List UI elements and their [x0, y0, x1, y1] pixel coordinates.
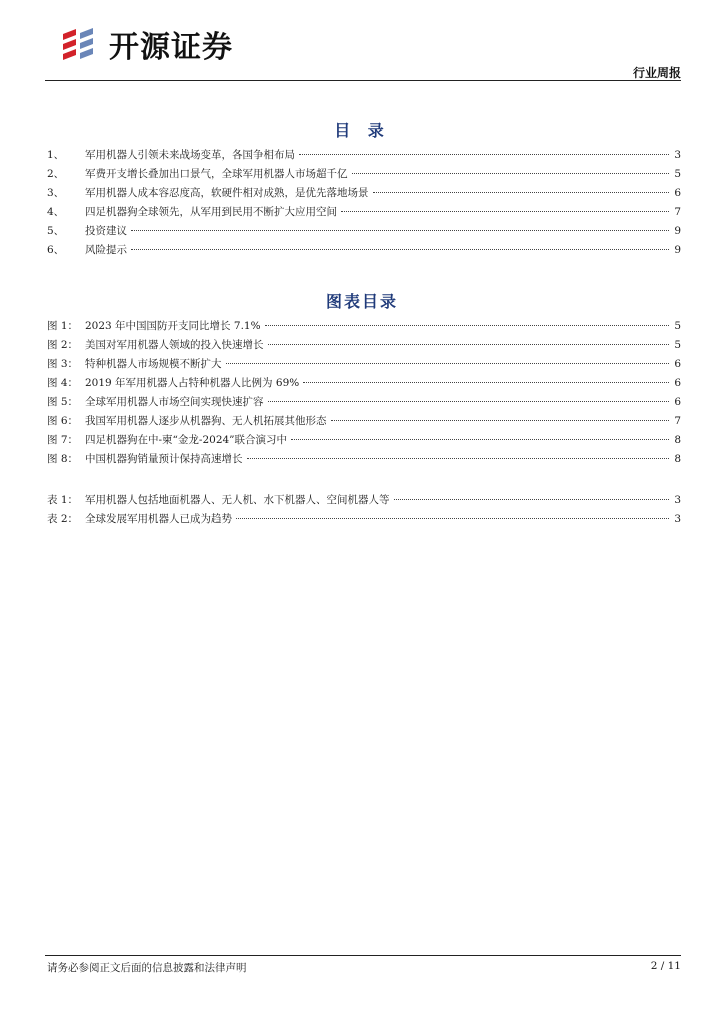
table-entry-title: 全球发展军用机器人已成为趋势 — [85, 513, 232, 525]
toc-entry-page: 3 — [674, 149, 681, 161]
leader-dots — [299, 154, 669, 155]
leader-dots — [341, 211, 669, 212]
figure-entry[interactable] — [47, 451, 681, 470]
figure-entry-page: 6 — [674, 358, 681, 370]
leader-dots — [291, 439, 669, 440]
figures-list-title: 图表目录 — [325, 292, 398, 311]
table-entry-page: 3 — [674, 494, 681, 506]
figures-list — [47, 318, 681, 470]
leader-dots — [236, 518, 669, 519]
toc-entry-page: 9 — [674, 244, 681, 256]
figure-entry-number: 图 4： — [47, 377, 79, 389]
figure-entry-title: 2019 年军用机器人占特种机器人比例为 69% — [85, 377, 300, 389]
leader-dots — [226, 363, 670, 364]
toc-entry-title: 四足机器狗全球领先，从军用到民用不断扩大应用空间 — [85, 206, 337, 218]
toc-entry-title: 风险提示 — [85, 244, 127, 256]
table-entry-number: 表 2： — [47, 513, 79, 525]
figure-entry-number: 图 1： — [47, 320, 79, 332]
figure-entry-title: 全球军用机器人市场空间实现快速扩容 — [85, 396, 264, 408]
leader-dots — [331, 420, 670, 421]
tables-list — [47, 492, 681, 530]
figure-entry-number: 图 5： — [47, 396, 79, 408]
figure-entry-page: 7 — [674, 415, 681, 427]
leader-dots — [268, 401, 670, 402]
header-divider — [45, 80, 681, 81]
figure-entry-number: 图 3： — [47, 358, 79, 370]
figure-entry-page: 5 — [674, 339, 681, 351]
brand-name: 开源证券 — [109, 30, 233, 65]
leader-dots — [265, 325, 669, 326]
footer-divider — [45, 955, 681, 956]
brand-mark-icon — [59, 24, 101, 64]
table-entry[interactable] — [47, 511, 681, 530]
leader-dots — [268, 344, 670, 345]
figure-entry-page: 6 — [674, 377, 681, 389]
toc-entry-number: 6、 — [47, 244, 65, 256]
figure-entry-title: 我国军用机器人逐步从机器狗、无人机拓展其他形态 — [85, 415, 327, 427]
toc-entry-title: 军用机器人引领未来战场变革，各国争相布局 — [85, 149, 295, 161]
leader-dots — [303, 382, 669, 383]
toc-entry-number: 1、 — [47, 149, 65, 161]
leader-dots — [352, 173, 670, 174]
leader-dots — [131, 249, 669, 250]
toc-entry[interactable] — [47, 166, 681, 185]
figure-entry-title: 中国机器狗销量预计保持高速增长 — [85, 453, 243, 465]
leader-dots — [247, 458, 670, 459]
toc-entry[interactable] — [47, 242, 681, 261]
figure-entry-page: 6 — [674, 396, 681, 408]
toc-entry-number: 4、 — [47, 206, 65, 218]
toc-entry[interactable] — [47, 185, 681, 204]
leader-dots — [373, 192, 670, 193]
table-entry-number: 表 1： — [47, 494, 79, 506]
toc-entry[interactable] — [47, 147, 681, 166]
figure-entry[interactable] — [47, 318, 681, 337]
figure-entry-page: 8 — [674, 453, 681, 465]
figure-entry[interactable] — [47, 413, 681, 432]
figure-entry[interactable] — [47, 337, 681, 356]
toc-entry[interactable] — [47, 204, 681, 223]
toc-entry-number: 5、 — [47, 225, 65, 237]
table-entry-title: 军用机器人包括地面机器人、无人机、水下机器人、空间机器人等 — [85, 494, 390, 506]
figure-entry-title: 2023 年中国国防开支同比增长 7.1% — [85, 320, 261, 332]
toc-entry-number: 2、 — [47, 168, 65, 180]
figure-entry[interactable] — [47, 356, 681, 375]
toc-entry-title: 军费开支增长叠加出口景气，全球军用机器人市场超千亿 — [85, 168, 348, 180]
figure-entry-number: 图 6： — [47, 415, 79, 427]
figure-entry-title: 美国对军用机器人领域的投入快速增长 — [85, 339, 264, 351]
figure-entry-page: 8 — [674, 434, 681, 446]
page-header — [45, 16, 681, 82]
figure-entry-title: 特种机器人市场规模不断扩大 — [85, 358, 222, 370]
figure-entry-number: 图 7： — [47, 434, 79, 446]
figure-entry-title: 四足机器狗在中-柬“金龙-2024”联合演习中 — [85, 434, 288, 446]
toc-title: 目 录 — [334, 121, 390, 140]
brand-logo — [59, 22, 233, 66]
figure-entry-number: 图 2： — [47, 339, 79, 351]
figure-entry-number: 图 8： — [47, 453, 79, 465]
figure-entry[interactable] — [47, 394, 681, 413]
toc-entry-page: 7 — [674, 206, 681, 218]
leader-dots — [131, 230, 669, 231]
table-entry-page: 3 — [674, 513, 681, 525]
toc-entry-title: 投资建议 — [85, 225, 127, 237]
figure-entry-page: 5 — [674, 320, 681, 332]
leader-dots — [394, 499, 670, 500]
toc-entry-page: 9 — [674, 225, 681, 237]
footer-disclaimer: 请务必参阅正文后面的信息披露和法律声明 — [47, 962, 247, 974]
figure-entry[interactable] — [47, 375, 681, 394]
figure-entry[interactable] — [47, 432, 681, 451]
toc-entry[interactable] — [47, 223, 681, 242]
report-type-label: 行业周报 — [632, 66, 681, 80]
toc-entry-title: 军用机器人成本容忍度高，软硬件相对成熟，是优先落地场景 — [85, 187, 369, 199]
page-number: 2 / 11 — [650, 960, 681, 972]
toc-entry-page: 6 — [674, 187, 681, 199]
table-entry[interactable] — [47, 492, 681, 511]
toc-entry-number: 3、 — [47, 187, 65, 199]
toc-list — [47, 147, 681, 261]
toc-entry-page: 5 — [674, 168, 681, 180]
